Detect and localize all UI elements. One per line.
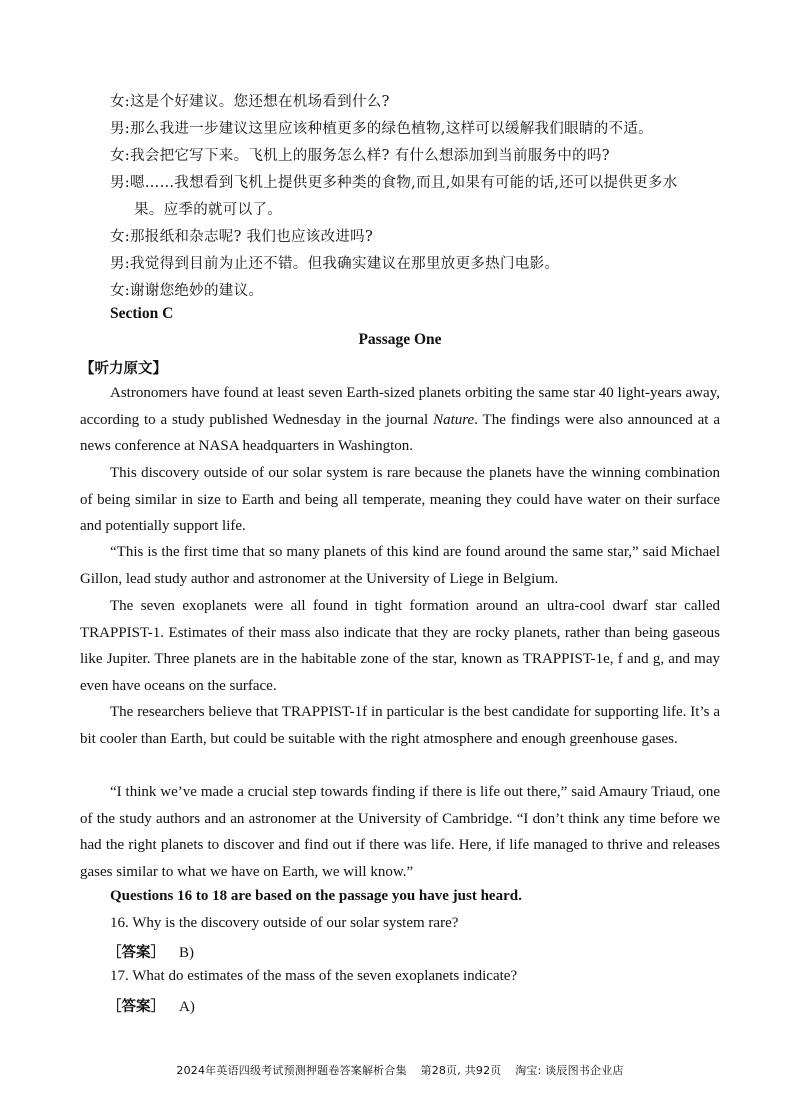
dialogue-line: 男:嗯……我想看到飞机上提供更多种类的食物,而且,如果有可能的话,还可以提供更多水: [110, 175, 678, 191]
journal-name: Nature: [433, 411, 475, 428]
dialogue-line-continued: 果。应季的就可以了。: [134, 202, 282, 218]
passage-title: Passage One: [358, 331, 442, 348]
question-17: 17. What do estimates of the mass of the seven exoplanets indicate?: [110, 968, 518, 984]
page-footer: [0, 1062, 800, 1078]
section-title: Section C: [110, 305, 174, 322]
question-16: 16. Why is the discovery outside of our solar system rare?: [110, 915, 459, 931]
passage-paragraph-4: The seven exoplanets were all found in tight formation around an ultra-cool dwarf star called TRAPPIST-1. Estimates of their mass also indicate that they are rocky planets, rather than being gaseous like Jupiter. Three planets are in the habitable zone of the star, known as TRAPPIST-1e, f and g, and may even have oceans on the surface.: [80, 598, 720, 694]
answer-16: [107, 941, 194, 962]
answer-value: A): [179, 999, 195, 1015]
answer-17: [107, 995, 195, 1016]
questions-heading: Questions 16 to 18 are based on the passage you have just heard.: [110, 888, 522, 904]
footer-page-number: 第28页, 共92页: [420, 1064, 502, 1077]
answer-label: ［答案］: [107, 945, 165, 961]
dialogue-line: 男:我觉得到目前为止还不错。但我确实建议在那里放更多热门电影。: [110, 256, 560, 272]
footer-shop: 淘宝: 谈辰图书企业店: [515, 1064, 624, 1077]
passage-paragraph-5: The researchers believe that TRAPPIST-1f in particular is the best candidate for supporting life. It’s a bit cooler than Earth, but could be suitable with the right atmosphere and enough greenhouse gases.: [80, 704, 720, 747]
dialogue-line: 男:那么我进一步建议这里应该种植更多的绿色植物,这样可以缓解我们眼睛的不适。: [110, 121, 653, 137]
passage-paragraph-1: Astronomers have found at least seven Earth-sized planets orbiting the same star 40 light-years away, according to a study published Wednesday in the journal Nature. The findings were also announced at a news conference at NASA headquarters in Washington.: [80, 385, 720, 455]
passage-paragraph-3: “This is the first time that so many planets of this kind are found around the same star,” said Michael Gillon, lead study author and astronomer at the University of Liege in Belgium.: [80, 544, 720, 587]
passage-paragraph-6: “I think we’ve made a crucial step towards finding if there is life out there,” said Amaury Triaud, one of the study authors and an astronomer at the University of Cambridge. “I don’t think any time before we had the right planets to discover and find out if there was life. Here, if life managed to thrive and releases gases similar to what we have on Earth, we will know.”: [80, 784, 720, 880]
dialogue-line: 女:谢谢您绝妙的建议。: [110, 283, 264, 299]
dialogue-line: 女:那报纸和杂志呢? 我们也应该改进吗?: [110, 229, 374, 245]
answer-label: ［答案］: [107, 999, 165, 1015]
dialogue-line: 女:这是个好建议。您还想在机场看到什么?: [110, 94, 390, 110]
answer-value: B): [179, 945, 194, 961]
passage-paragraph-2: This discovery outside of our solar system is rare because the planets have the winning combination of being similar in size to Earth and being all temperate, meaning they could have water on their surface and potentially support life.: [80, 465, 720, 535]
footer-title: 2024年英语四级考试预测押题卷答案解析合集: [176, 1064, 407, 1077]
transcript-label: 【听力原文】: [80, 361, 167, 377]
dialogue-line: 女:我会把它写下来。飞机上的服务怎么样? 有什么想添加到当前服务中的吗?: [110, 148, 610, 164]
